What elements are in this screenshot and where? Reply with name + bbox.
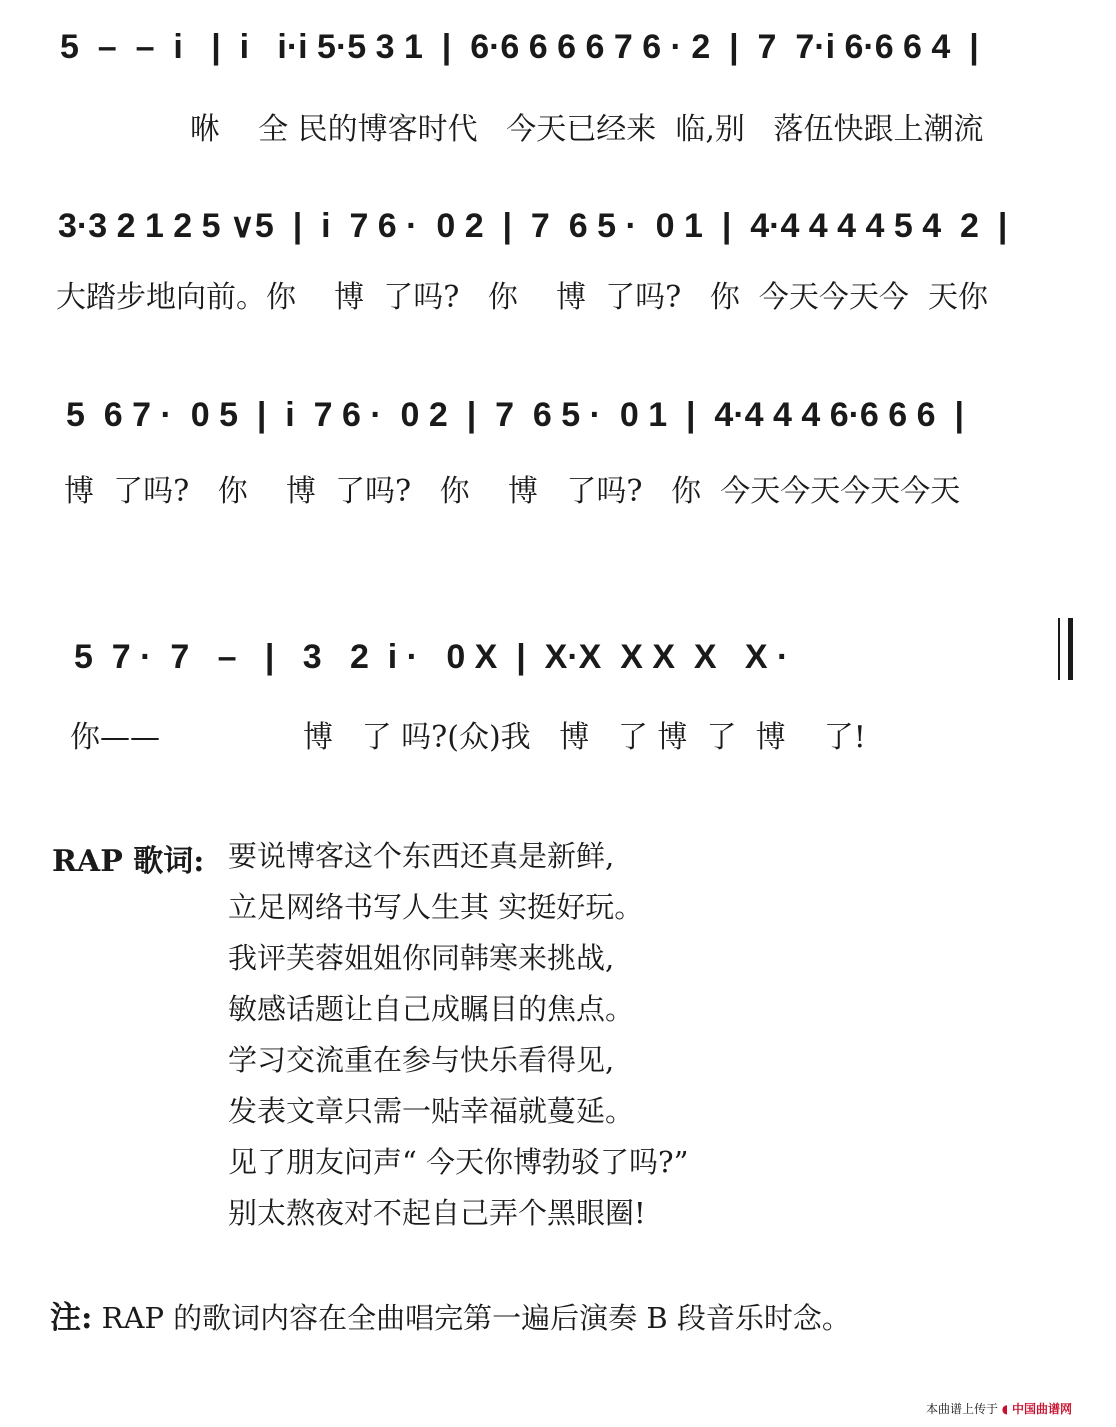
notation-line-2: 3·3 2 1 2 5 ∨5 | i 7 6 · 0 2 | 7 6 5 · 0 1 | 4·4 4 4 4 5 4 2 | [58, 207, 1008, 245]
footnote-text: RAP 的歌词内容在全曲唱完第一遍后演奏 B 段音乐时念。 [92, 1301, 851, 1335]
upload-credit-prefix: 本曲谱上传于 [926, 1402, 999, 1416]
final-barline-thin [1058, 618, 1060, 680]
site-brand[interactable]: 中国曲谱网 [1012, 1402, 1073, 1416]
rap-label: RAP 歌词: [52, 844, 205, 879]
footnote [50, 1292, 851, 1337]
lyrics-line-3: 博 了吗? 你 博 了吗? 你 博 了吗? 你 今天今天今天今天 [64, 474, 961, 509]
rap-line: 别太熬夜对不起自己弄个黑眼圈! [228, 1196, 646, 1230]
notation-line-4: 5 7 · 7 – | 3 2 i · 0 X | X·X X X X X · [74, 638, 789, 676]
lyrics-line-1: 咻 全 民的博客时代 今天已经来 临,别 落伍快跟上潮流 [190, 112, 984, 147]
upload-credit [926, 1400, 1072, 1417]
lyrics-line-2: 大踏步地向前。你 博 了吗? 你 博 了吗? 你 今天今天今 天你 [56, 280, 988, 315]
notation-line-3: 5 6 7 · 0 5 | i 7 6 · 0 2 | 7 6 5 · 0 1 | 4·4 4 4 6·6 6 6 | [66, 396, 964, 434]
rap-line: 立足网络书写人生其 实挺好玩。 [228, 890, 644, 924]
lyrics-line-4: 你—— 博 了 吗?(众)我 博 了 博 了 博 了! [70, 720, 866, 755]
footnote-label: 注: [50, 1300, 93, 1336]
final-barline-thick [1068, 618, 1073, 680]
notation-line-1: 5 – – i | i i·i 5·5 3 1 | 6·6 6 6 6 7 6 · 2 | 7 7·i 6·6 6 4 | [60, 28, 979, 66]
rap-line: 要说博客这个东西还真是新鲜, [228, 839, 615, 873]
rap-line: 敏感话题让自己成瞩目的焦点。 [228, 992, 635, 1026]
rap-lyrics-list [228, 836, 688, 1244]
rap-line: 见了朋友问声“ 今天你博勃驳了吗?” [228, 1145, 689, 1179]
rap-line: 我评芙蓉姐姐你同韩寒来挑战, [228, 941, 615, 975]
rap-line: 发表文章只需一贴幸福就蔓延。 [228, 1094, 635, 1128]
rap-line: 学习交流重在参与快乐看得见, [228, 1043, 615, 1077]
site-logo-icon: ◖ [1001, 1402, 1009, 1416]
